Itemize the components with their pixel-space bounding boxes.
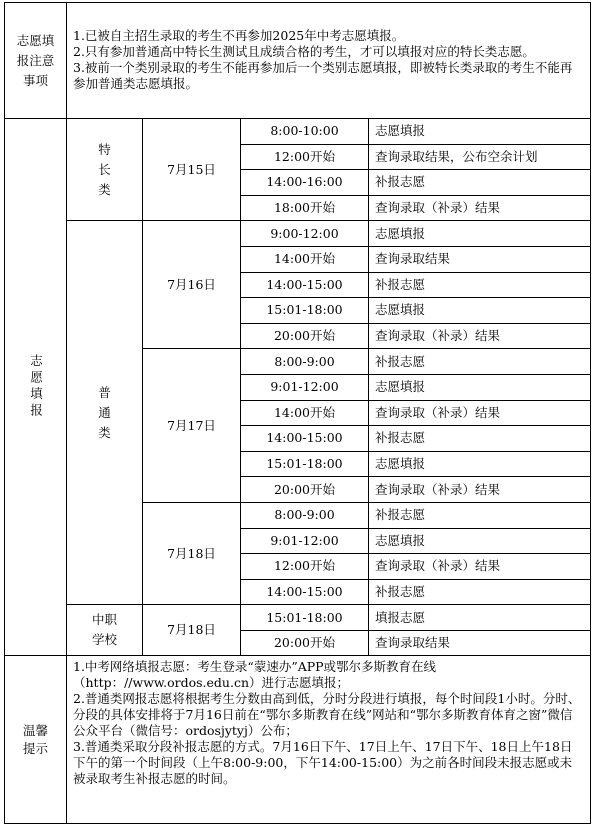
schedule-row — [5, 605, 591, 631]
action: 补报志愿 — [369, 579, 591, 605]
category-name: 特长类 — [98, 141, 111, 197]
notes-label: 志愿填报注意事项 — [16, 32, 55, 88]
category-cell — [67, 605, 143, 656]
notes-content — [67, 3, 591, 119]
tips-label-cell — [5, 656, 67, 824]
note-item: 1.已被自主招生录取的考生不再参加2025年中考志愿填报。 — [73, 28, 405, 43]
action: 补报志愿 — [369, 426, 591, 452]
schedule-row — [5, 221, 591, 247]
note-item: 2.只有参加普通高中特长生测试且成绩合格的考生，才可以填报对应的特长类志愿。 — [73, 44, 535, 59]
schedule-row — [5, 119, 591, 145]
time-slot: 14:00开始 — [241, 246, 369, 272]
time-slot: 14:00开始 — [241, 400, 369, 426]
date-cell: 7月17日 — [143, 349, 241, 503]
action: 志愿填报 — [369, 451, 591, 477]
time-slot: 14:00-15:00 — [241, 426, 369, 452]
action: 查询录取结果 — [369, 246, 591, 272]
tip-item: 1.中考网络填报志愿：考生登录“蒙速办”APP或鄂尔多斯教育在线（http：//www.ordos.edu.cn）进行志愿填报； — [73, 659, 437, 691]
time-slot: 8:00-10:00 — [241, 119, 369, 145]
action: 查询录取结果 — [369, 630, 591, 656]
tip-item: 3.普通类采取分段补报志愿的方式。7月16日下午、17日上午、17日下午、18日上午18日下午的第一个时间段（上午8:00-9:00，下午14:00-15:00）为之前各时间段未报志愿或未被录取考生补报志愿的时间。 — [73, 739, 573, 787]
date-cell: 7月18日 — [143, 502, 241, 604]
action: 查询录取（补录）结果 — [369, 195, 591, 221]
action: 填报志愿 — [369, 605, 591, 631]
action: 补报志愿 — [369, 502, 591, 528]
notes-label-cell — [5, 3, 67, 119]
action: 查询录取结果，公布空余计划 — [369, 144, 591, 170]
time-slot: 15:01-18:00 — [241, 298, 369, 324]
action: 查询录取（补录）结果 — [369, 477, 591, 503]
action: 查询录取（补录）结果 — [369, 323, 591, 349]
date-cell: 7月16日 — [143, 221, 241, 349]
action: 查询录取（补录）结果 — [369, 554, 591, 580]
fill-label-cell — [5, 119, 67, 656]
time-slot: 15:01-18:00 — [241, 451, 369, 477]
time-slot: 15:01-18:00 — [241, 605, 369, 631]
note-item: 3.被前一个类别录取的考生不能再参加后一个类别志愿填报，即被特长类录取的考生不能再参加普通类志愿填报。 — [73, 60, 573, 91]
time-slot: 8:00-9:00 — [241, 349, 369, 375]
time-slot: 14:00-15:00 — [241, 579, 369, 605]
action: 补报志愿 — [369, 349, 591, 375]
action: 志愿填报 — [369, 221, 591, 247]
category-name: 普通类 — [98, 384, 111, 440]
time-slot: 8:00-9:00 — [241, 502, 369, 528]
category-cell — [67, 119, 143, 221]
category-cell — [67, 221, 143, 605]
time-slot: 9:00-12:00 — [241, 221, 369, 247]
category-name: 中职学校 — [91, 612, 117, 648]
notes-row — [5, 3, 591, 119]
time-slot: 18:00开始 — [241, 195, 369, 221]
time-slot: 20:00开始 — [241, 477, 369, 503]
tips-content — [67, 656, 591, 824]
schedule-table — [4, 2, 591, 824]
action: 补报志愿 — [369, 170, 591, 196]
action: 志愿填报 — [369, 119, 591, 145]
tip-item: 2.普通类网报志愿将根据考生分数由高到低，分时分段进行填报，每个时间段1小时。分时、分段的具体安排将于7月16日前在“鄂尔多斯教育在线”网站和“鄂尔多斯教育体育之窗”微信公众平台（微信号：ordosjytyj）公布； — [73, 691, 581, 739]
fill-label: 志愿填报 — [28, 354, 44, 421]
tips-label: 温馨提示 — [22, 722, 48, 756]
action: 志愿填报 — [369, 298, 591, 324]
time-slot: 12:00开始 — [241, 144, 369, 170]
time-slot: 14:00-15:00 — [241, 272, 369, 298]
time-slot: 20:00开始 — [241, 630, 369, 656]
tips-row — [5, 656, 591, 824]
action: 志愿填报 — [369, 528, 591, 554]
time-slot: 20:00开始 — [241, 323, 369, 349]
action: 志愿填报 — [369, 374, 591, 400]
date-cell: 7月18日 — [143, 605, 241, 656]
time-slot: 14:00-16:00 — [241, 170, 369, 196]
date-cell: 7月15日 — [143, 119, 241, 221]
action: 补报志愿 — [369, 272, 591, 298]
action: 查询录取（补录）结果 — [369, 400, 591, 426]
time-slot: 9:01-12:00 — [241, 374, 369, 400]
time-slot: 12:00开始 — [241, 554, 369, 580]
time-slot: 9:01-12:00 — [241, 528, 369, 554]
